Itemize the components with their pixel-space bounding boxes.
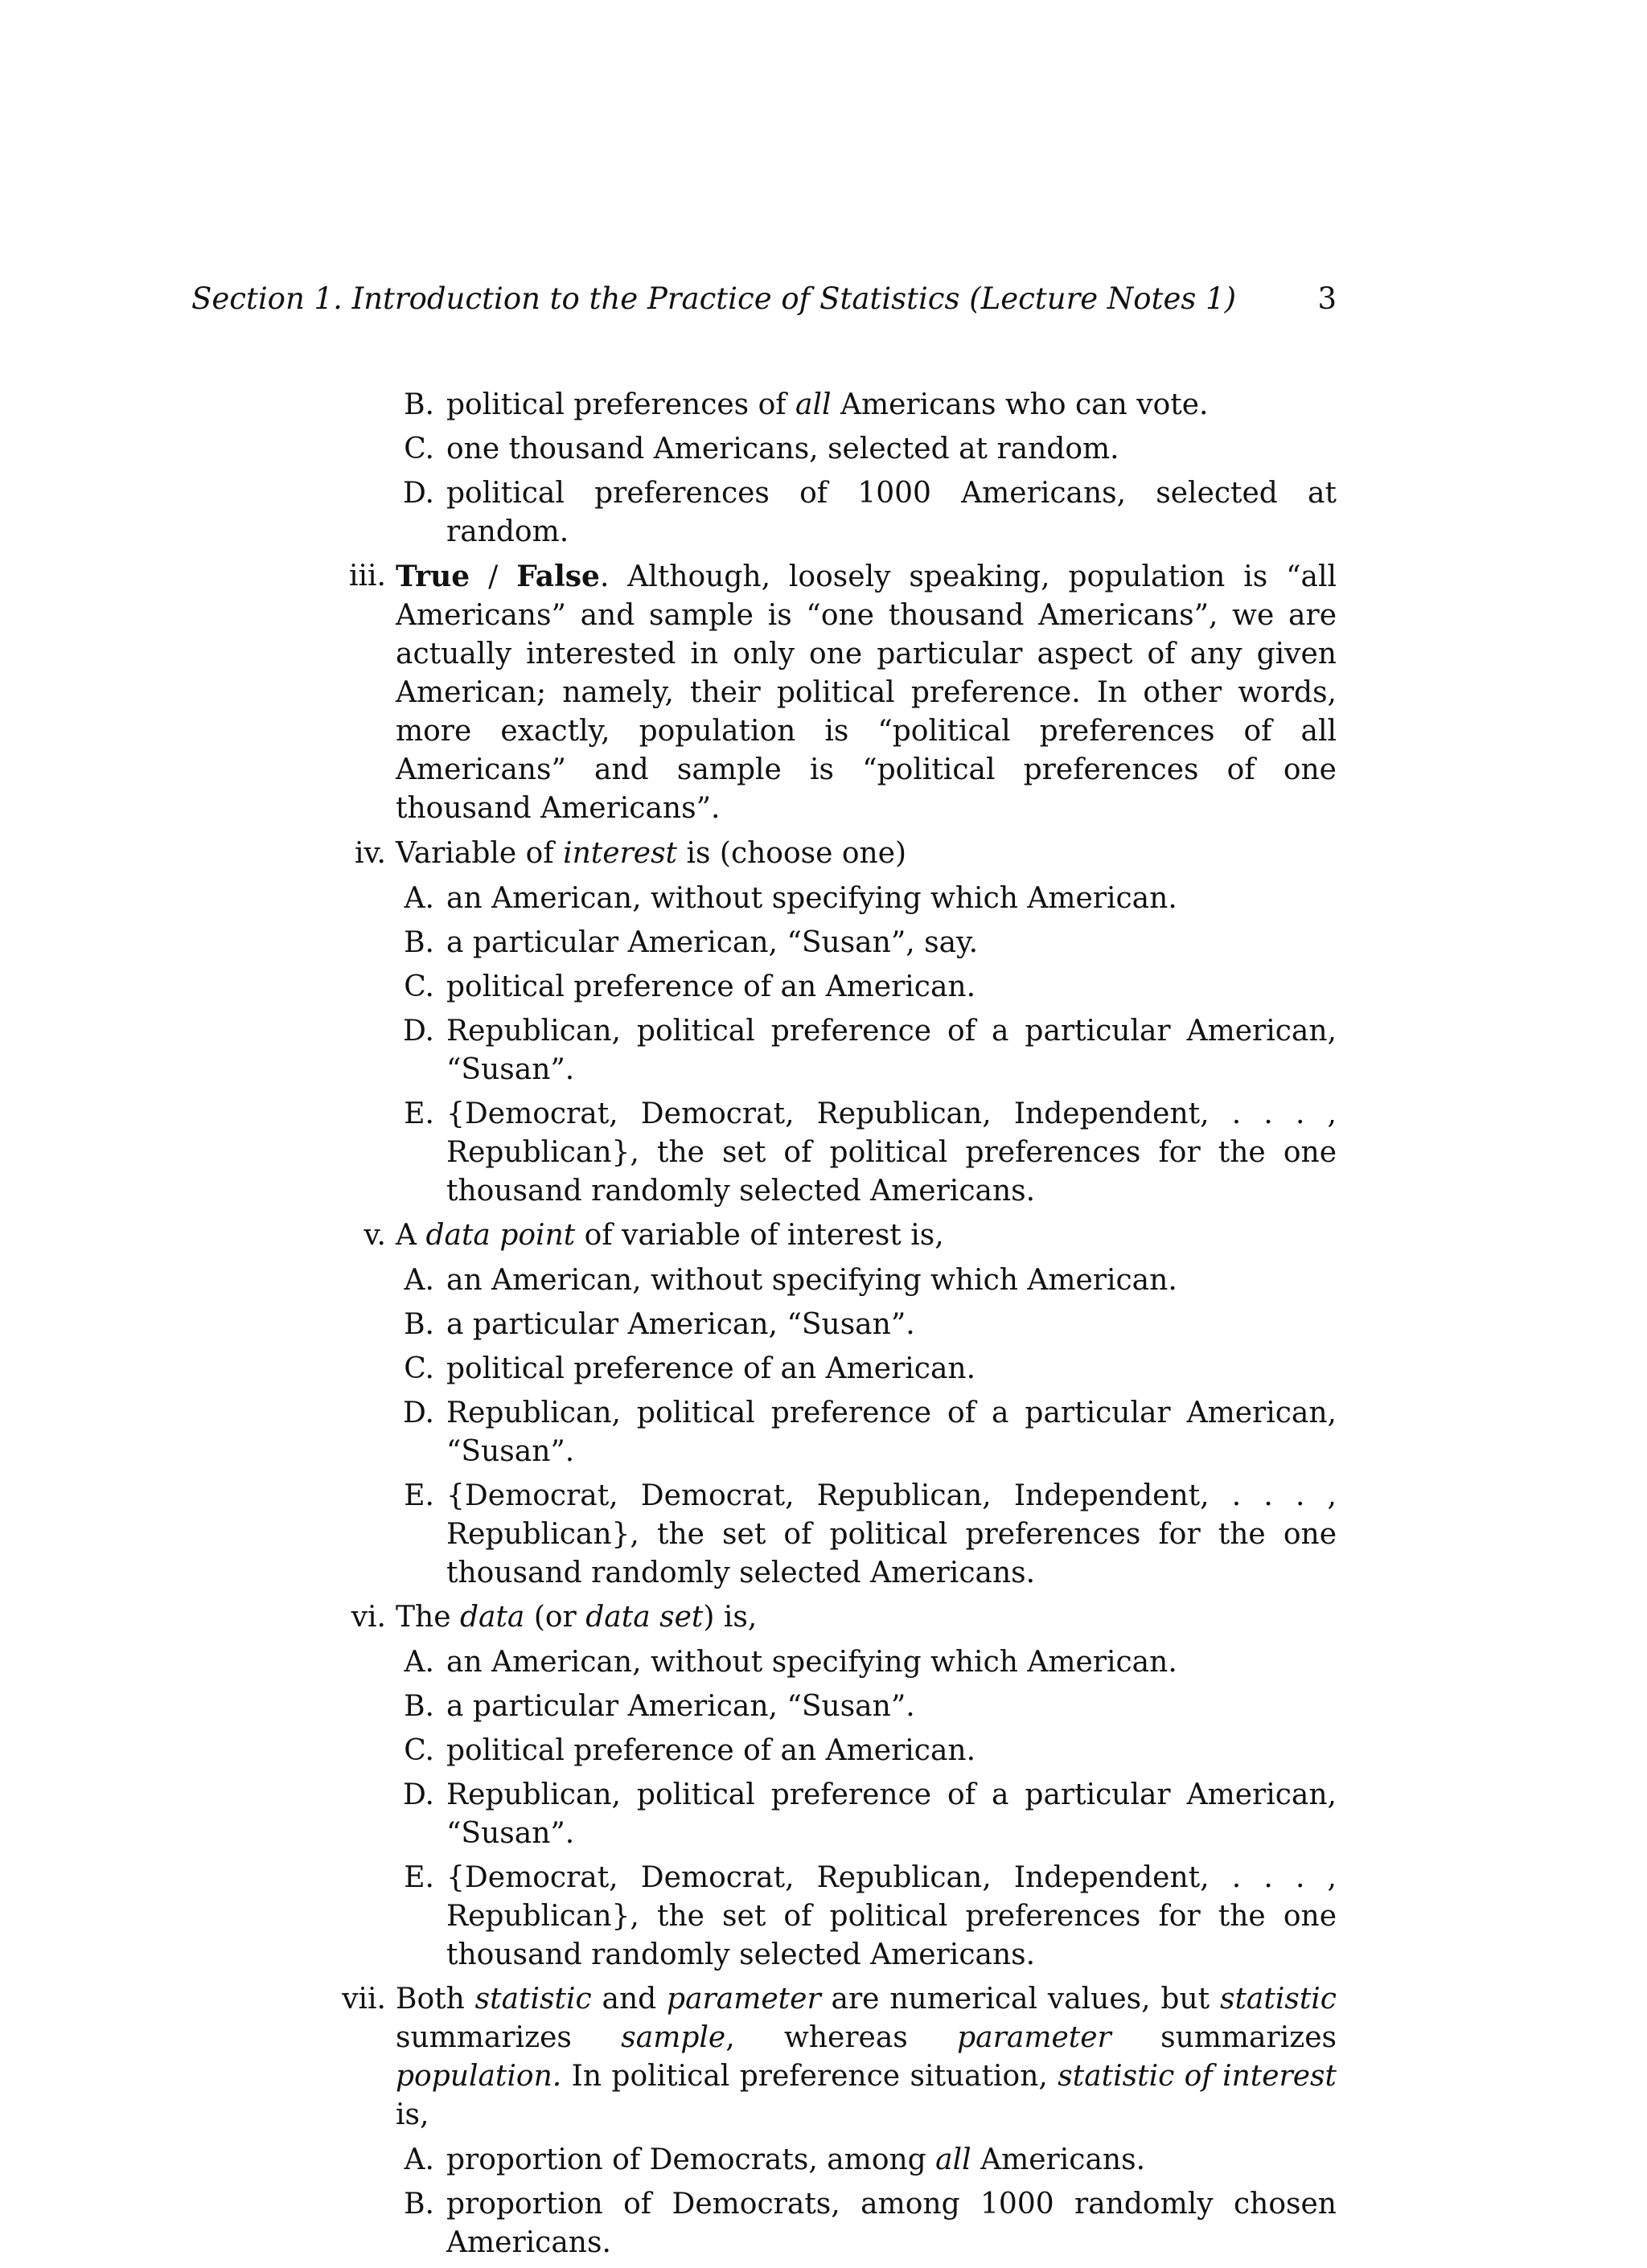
question-number: iii. <box>349 560 386 593</box>
q4-option-e: E. {Democrat, Democrat, Republican, Independent, . . . , Republican}, the set of political preferences for the one thousand randomly selected Americans. <box>404 1097 1337 1208</box>
q5-option-b: B. a particular American, “Susan”. <box>404 1308 915 1341</box>
question-number: vi. <box>351 1601 386 1634</box>
q6-option-e: E. {Democrat, Democrat, Republican, Independent, . . . , Republican}, the set of political preferences for the one thousand randomly selected Americans. <box>404 1861 1337 1971</box>
q4-option-b: B. a particular American, “Susan”, say. <box>404 926 979 959</box>
q6-option-b: B. a particular American, “Susan”. <box>404 1690 915 1723</box>
q7-option-b: B. proportion of Democrats, among 1000 randomly chosen Americans. <box>404 2188 1337 2259</box>
page-body <box>322 386 1337 2268</box>
q7-option-a: A. proportion of Democrats, among all Americans. <box>404 2143 1146 2176</box>
question-iv: iv. Variable of interest is (choose one) <box>322 835 1337 873</box>
q6-option-d: D. Republican, political preference of a particular American, “Susan”. <box>402 1778 1337 1850</box>
q5-option-e: E. {Democrat, Democrat, Republican, Independent, . . . , Republican}, the set of political preferences for the one thousand randomly selected Americans. <box>404 1479 1337 1589</box>
question-number: vii. <box>342 1983 386 2016</box>
q5-option-d: D. Republican, political preference of a particular American, “Susan”. <box>402 1396 1337 1468</box>
q5-option-c: C. political preference of an American. <box>404 1352 976 1385</box>
running-header <box>191 281 1337 322</box>
question-vi: vi. The data (or data set) is, <box>322 1598 1337 1637</box>
question-v: v. A data point of variable of interest is, <box>322 1216 1337 1255</box>
question-vii: vii. Both statistic and parameter are numerical values, but statistic summarizes sample, whereas parameter summarizes population. In political preference situation, statistic of interest is, <box>322 1980 1337 2135</box>
option-d-carryover: D. political preferences of 1000 Americans, selected at random. <box>402 477 1337 548</box>
q6-option-c: C. political preference of an American. <box>404 1734 976 1767</box>
question-number: v. <box>363 1219 386 1252</box>
page-number: 3 <box>1317 281 1337 316</box>
question-number: iv. <box>354 837 386 870</box>
option-c-carryover: C. one thousand Americans, selected at random. <box>404 433 1119 465</box>
question-iii: iii. True / False. Although, loosely speaking, population is “all Americans” and sample is “one thousand Americans”, we are actually interested in only one particular aspect of any given American; namely, their political preference. In other words, more exactly, population is “political preferences of all Americans” and sample is “political preferences of one thousand Americans”. <box>322 557 1337 828</box>
q4-option-a: A. an American, without specifying which American. <box>404 882 1177 915</box>
q4-option-c: C. political preference of an American. <box>404 970 976 1003</box>
option-b-carryover: B. political preferences of all Americans who can vote. <box>404 388 1209 421</box>
q6-option-a: A. an American, without specifying which American. <box>404 1646 1177 1679</box>
q4-option-d: D. Republican, political preference of a particular American, “Susan”. <box>402 1015 1337 1086</box>
q5-option-a: A. an American, without specifying which American. <box>404 1264 1177 1297</box>
running-title: Section 1. Introduction to the Practice of Statistics (Lecture Notes 1) <box>191 281 1237 316</box>
